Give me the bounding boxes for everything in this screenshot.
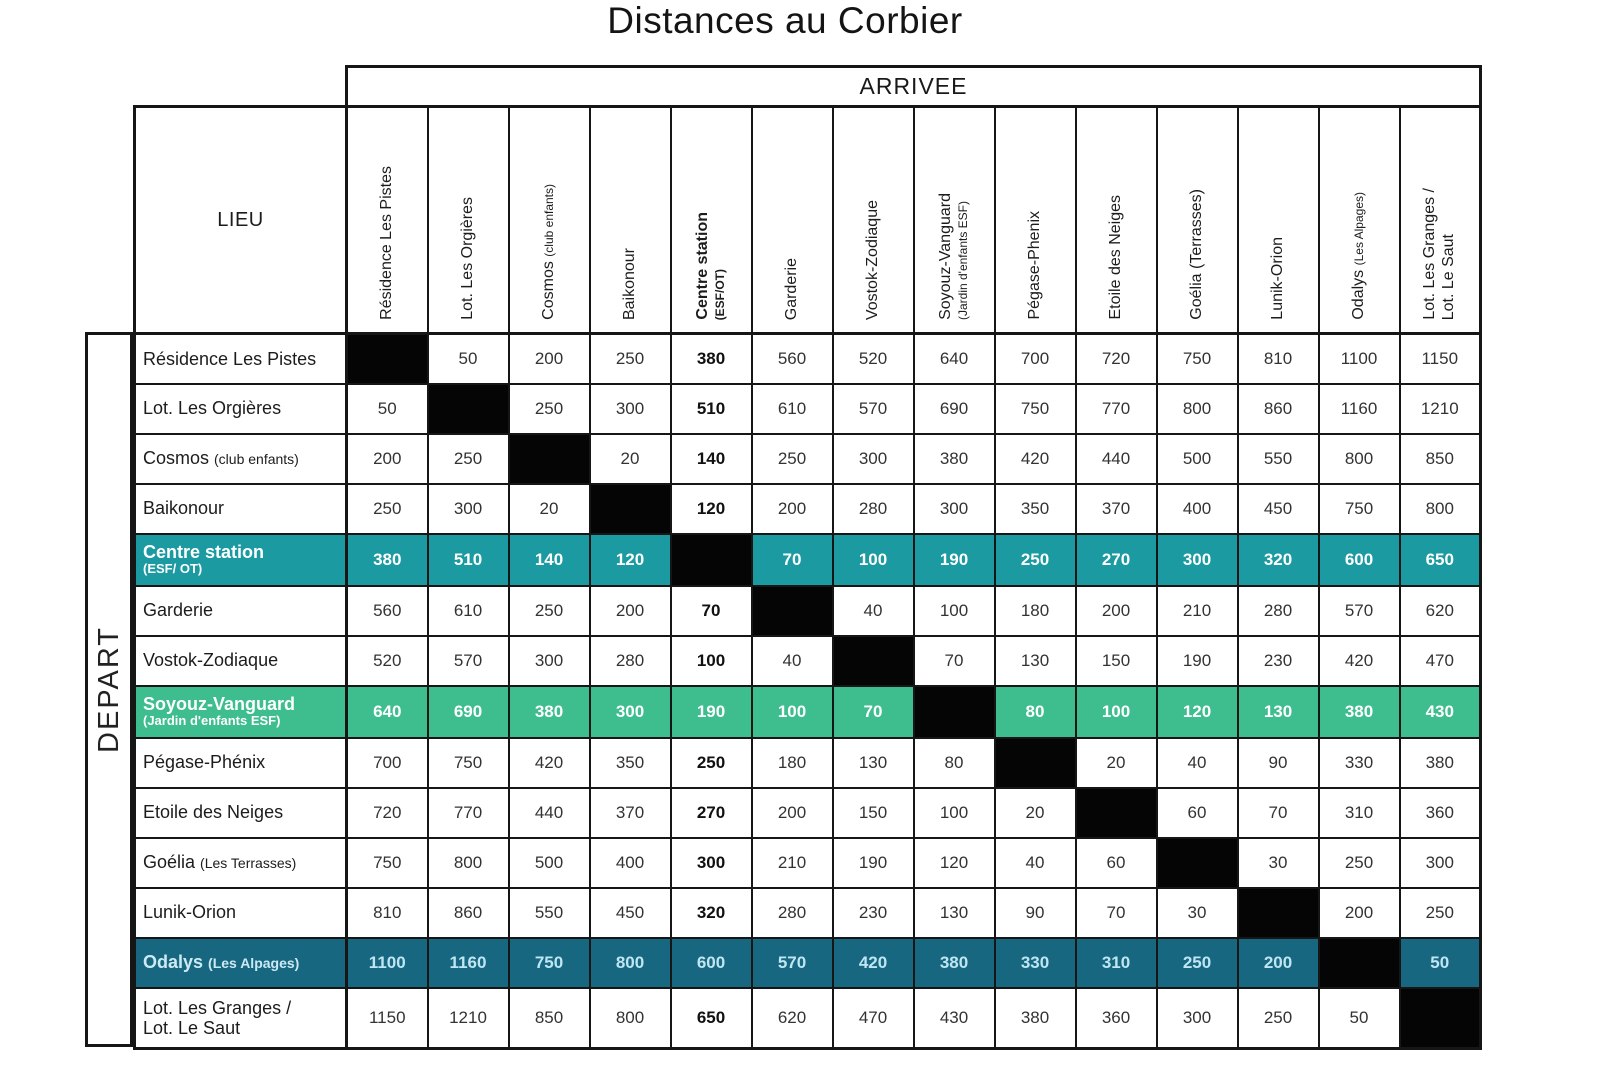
distance-cell: 30	[1157, 888, 1238, 938]
distance-cell: 380	[1400, 738, 1481, 788]
diagonal-cell	[671, 534, 752, 586]
distance-cell: 640	[347, 686, 428, 738]
distance-cell: 80	[914, 738, 995, 788]
diagonal-cell	[1319, 938, 1400, 988]
col-header: Cosmos (club enfants)	[509, 107, 590, 334]
distance-cell: 1150	[347, 988, 428, 1049]
distance-cell: 570	[752, 938, 833, 988]
diagonal-cell	[914, 686, 995, 738]
distance-cell: 250	[428, 434, 509, 484]
distance-cell: 300	[509, 636, 590, 686]
distance-cell: 280	[590, 636, 671, 686]
distance-cell: 40	[1157, 738, 1238, 788]
diagonal-cell	[347, 334, 428, 384]
distance-cell: 520	[347, 636, 428, 686]
table-row	[135, 838, 1481, 888]
col-header: Garderie	[752, 107, 833, 334]
distance-cell: 150	[1076, 636, 1157, 686]
distance-cell: 230	[833, 888, 914, 938]
distance-cell: 380	[1319, 686, 1400, 738]
distance-cell: 100	[752, 686, 833, 738]
distance-cell: 380	[671, 334, 752, 384]
row-label: Centre station (ESF/ OT)	[135, 534, 347, 586]
distance-cell: 700	[347, 738, 428, 788]
col-header: Soyouz-Vanguard (Jardin d'enfants ESF)	[914, 107, 995, 334]
distance-cell: 190	[671, 686, 752, 738]
distance-cell: 550	[509, 888, 590, 938]
distance-cell: 330	[1319, 738, 1400, 788]
distance-cell: 300	[1157, 988, 1238, 1049]
distance-cell: 380	[914, 434, 995, 484]
distance-cell: 130	[833, 738, 914, 788]
distance-cell: 20	[590, 434, 671, 484]
distance-cell: 420	[833, 938, 914, 988]
distance-cell: 20	[509, 484, 590, 534]
distance-cell: 510	[671, 384, 752, 434]
distance-cell: 800	[1319, 434, 1400, 484]
row-label: Lunik-Orion	[135, 888, 347, 938]
column-header-row	[135, 107, 1481, 334]
distance-cell: 310	[1076, 938, 1157, 988]
distance-cell: 50	[1400, 938, 1481, 988]
distance-cell: 250	[1238, 988, 1319, 1049]
arrivee-header: ARRIVEE	[347, 67, 1481, 107]
distance-cell: 350	[995, 484, 1076, 534]
row-label: Résidence Les Pistes	[135, 334, 347, 384]
distance-cell: 1150	[1400, 334, 1481, 384]
diagonal-cell	[590, 484, 671, 534]
distance-cell: 200	[1238, 938, 1319, 988]
distance-cell: 430	[1400, 686, 1481, 738]
distance-cell: 250	[509, 586, 590, 636]
distance-cell: 250	[509, 384, 590, 434]
col-header: Baikonour	[590, 107, 671, 334]
distance-cell: 640	[914, 334, 995, 384]
table-row	[135, 738, 1481, 788]
distance-cell: 270	[1076, 534, 1157, 586]
distance-cell: 420	[1319, 636, 1400, 686]
table-row	[135, 888, 1481, 938]
distance-cell: 1210	[428, 988, 509, 1049]
distance-cell: 210	[1157, 586, 1238, 636]
table-row	[135, 334, 1481, 384]
row-label: Vostok-Zodiaque	[135, 636, 347, 686]
distance-cell: 100	[914, 788, 995, 838]
distance-cell: 450	[590, 888, 671, 938]
distance-cell: 750	[347, 838, 428, 888]
distance-cell: 810	[347, 888, 428, 938]
distance-cell: 750	[1319, 484, 1400, 534]
row-label: Lot. Les Orgières	[135, 384, 347, 434]
distance-cell: 570	[1319, 586, 1400, 636]
distance-cell: 610	[428, 586, 509, 636]
distance-cell: 800	[590, 988, 671, 1049]
distance-cell: 380	[914, 938, 995, 988]
distance-cell: 100	[914, 586, 995, 636]
distance-cell: 800	[1400, 484, 1481, 534]
distance-cell: 800	[428, 838, 509, 888]
table-row	[135, 988, 1481, 1049]
table-row	[135, 686, 1481, 738]
distance-cell: 200	[509, 334, 590, 384]
distance-cell: 270	[671, 788, 752, 838]
distance-cell: 280	[1238, 586, 1319, 636]
col-header: Lot. Les Orgières	[428, 107, 509, 334]
distance-cell: 320	[671, 888, 752, 938]
col-header: Résidence Les Pistes	[347, 107, 428, 334]
page-title: Distances au Corbier	[607, 0, 963, 41]
distance-cell: 200	[347, 434, 428, 484]
distance-cell: 690	[428, 686, 509, 738]
distance-cell: 90	[995, 888, 1076, 938]
distance-cell: 370	[590, 788, 671, 838]
distance-cell: 860	[1238, 384, 1319, 434]
distance-cell: 40	[995, 838, 1076, 888]
diagonal-cell	[995, 738, 1076, 788]
distance-cell: 470	[1400, 636, 1481, 686]
distance-cell: 720	[1076, 334, 1157, 384]
distance-cell: 210	[752, 838, 833, 888]
distance-cell: 650	[1400, 534, 1481, 586]
distance-cell: 120	[590, 534, 671, 586]
distance-cell: 30	[1238, 838, 1319, 888]
distance-cell: 420	[509, 738, 590, 788]
distance-cell: 520	[833, 334, 914, 384]
table-row	[135, 434, 1481, 484]
distance-cell: 620	[1400, 586, 1481, 636]
distance-cell: 600	[1319, 534, 1400, 586]
distance-cell: 100	[833, 534, 914, 586]
distance-cell: 70	[671, 586, 752, 636]
distance-cell: 1210	[1400, 384, 1481, 434]
distance-cell: 250	[347, 484, 428, 534]
distance-table	[133, 65, 1482, 1050]
distance-cell: 140	[671, 434, 752, 484]
distance-cell: 150	[833, 788, 914, 838]
distance-cell: 120	[671, 484, 752, 534]
distance-cell: 70	[752, 534, 833, 586]
distance-cell: 810	[1238, 334, 1319, 384]
col-header: Goélia (Terrasses)	[1157, 107, 1238, 334]
distance-cell: 250	[671, 738, 752, 788]
distance-cell: 330	[995, 938, 1076, 988]
depart-axis-label	[85, 332, 133, 1047]
distance-cell: 750	[1157, 334, 1238, 384]
row-label: Pégase-Phénix	[135, 738, 347, 788]
col-header: Lunik-Orion	[1238, 107, 1319, 334]
distance-cell: 60	[1157, 788, 1238, 838]
distance-cell: 440	[1076, 434, 1157, 484]
distance-cell: 500	[509, 838, 590, 888]
diagonal-cell	[1400, 988, 1481, 1049]
distance-cell: 850	[509, 988, 590, 1049]
distance-cell: 180	[752, 738, 833, 788]
distance-cell: 40	[833, 586, 914, 636]
distance-cell: 770	[1076, 384, 1157, 434]
distance-cell: 50	[1319, 988, 1400, 1049]
distance-cell: 800	[1157, 384, 1238, 434]
distance-cell: 620	[752, 988, 833, 1049]
distance-cell: 1160	[1319, 384, 1400, 434]
diagonal-cell	[1238, 888, 1319, 938]
distance-cell: 380	[995, 988, 1076, 1049]
distance-cell: 470	[833, 988, 914, 1049]
distance-cell: 300	[590, 686, 671, 738]
distance-cell: 70	[833, 686, 914, 738]
distance-cell: 560	[752, 334, 833, 384]
diagonal-cell	[1076, 788, 1157, 838]
distance-cell: 230	[1238, 636, 1319, 686]
distance-cell: 80	[995, 686, 1076, 738]
distance-cell: 190	[833, 838, 914, 888]
corner-spacer	[135, 67, 347, 107]
distance-cell: 50	[347, 384, 428, 434]
distance-cell: 720	[347, 788, 428, 838]
distance-cell: 610	[752, 384, 833, 434]
distance-cell: 190	[914, 534, 995, 586]
distance-cell: 1100	[1319, 334, 1400, 384]
distance-cell: 250	[1400, 888, 1481, 938]
diagonal-cell	[509, 434, 590, 484]
distance-cell: 770	[428, 788, 509, 838]
distance-cell: 560	[347, 586, 428, 636]
distance-cell: 280	[752, 888, 833, 938]
distance-cell: 850	[1400, 434, 1481, 484]
distance-cell: 200	[590, 586, 671, 636]
table-row	[135, 938, 1481, 988]
distance-cell: 700	[995, 334, 1076, 384]
distance-cell: 510	[428, 534, 509, 586]
col-header: Pégase-Phenix	[995, 107, 1076, 334]
distance-cell: 600	[671, 938, 752, 988]
distance-cell: 250	[1319, 838, 1400, 888]
distance-cell: 200	[1076, 586, 1157, 636]
row-label: Soyouz-Vanguard (Jardin d'enfants ESF)	[135, 686, 347, 738]
distance-cell: 400	[590, 838, 671, 888]
distance-cell: 100	[1076, 686, 1157, 738]
distance-cell: 200	[1319, 888, 1400, 938]
distance-cell: 450	[1238, 484, 1319, 534]
distance-cell: 570	[833, 384, 914, 434]
table-row	[135, 788, 1481, 838]
distance-cell: 380	[347, 534, 428, 586]
distance-cell: 300	[914, 484, 995, 534]
distance-cell: 70	[914, 636, 995, 686]
distance-cell: 320	[1238, 534, 1319, 586]
depart-label-text: DEPART	[92, 626, 125, 753]
distance-cell: 750	[995, 384, 1076, 434]
distance-cell: 500	[1157, 434, 1238, 484]
col-header: Odalys (Les Alpages)	[1319, 107, 1400, 334]
distance-cell: 750	[509, 938, 590, 988]
distance-cell: 300	[671, 838, 752, 888]
distance-cell: 280	[833, 484, 914, 534]
distance-cell: 1160	[428, 938, 509, 988]
col-header: Etoile des Neiges	[1076, 107, 1157, 334]
distance-cell: 200	[752, 788, 833, 838]
distance-cell: 360	[1400, 788, 1481, 838]
distance-cell: 420	[995, 434, 1076, 484]
distance-cell: 190	[1157, 636, 1238, 686]
distance-cell: 300	[590, 384, 671, 434]
distance-cell: 300	[1400, 838, 1481, 888]
distance-cell: 800	[590, 938, 671, 988]
distance-cell: 140	[509, 534, 590, 586]
distance-cell: 1100	[347, 938, 428, 988]
row-label: Goélia (Les Terrasses)	[135, 838, 347, 888]
distance-cell: 60	[1076, 838, 1157, 888]
distance-cell: 130	[995, 636, 1076, 686]
distance-cell: 20	[1076, 738, 1157, 788]
lieu-header: LIEU	[135, 107, 347, 334]
distance-cell: 360	[1076, 988, 1157, 1049]
distance-cell: 570	[428, 636, 509, 686]
distance-cell: 250	[995, 534, 1076, 586]
distance-cell: 130	[914, 888, 995, 938]
distance-cell: 440	[509, 788, 590, 838]
distance-cell: 690	[914, 384, 995, 434]
table-row	[135, 586, 1481, 636]
table-row	[135, 534, 1481, 586]
arrivee-row	[135, 67, 1481, 107]
distance-cell: 120	[1157, 686, 1238, 738]
distance-cell: 50	[428, 334, 509, 384]
distance-cell: 70	[1076, 888, 1157, 938]
table-row	[135, 384, 1481, 434]
distance-cell: 70	[1238, 788, 1319, 838]
distance-cell: 300	[428, 484, 509, 534]
distance-cell: 400	[1157, 484, 1238, 534]
diagonal-cell	[1157, 838, 1238, 888]
distance-cell: 380	[509, 686, 590, 738]
distance-cell: 20	[995, 788, 1076, 838]
diagonal-cell	[752, 586, 833, 636]
distance-cell: 370	[1076, 484, 1157, 534]
distance-cell: 130	[1238, 686, 1319, 738]
distance-cell: 200	[752, 484, 833, 534]
distance-cell: 750	[428, 738, 509, 788]
distance-cell: 250	[752, 434, 833, 484]
row-label: Baikonour	[135, 484, 347, 534]
distance-cell: 100	[671, 636, 752, 686]
row-label: Lot. Les Granges / Lot. Le Saut	[135, 988, 347, 1049]
distance-cell: 300	[833, 434, 914, 484]
table-row	[135, 484, 1481, 534]
distance-cell: 40	[752, 636, 833, 686]
distance-cell: 310	[1319, 788, 1400, 838]
distance-cell: 650	[671, 988, 752, 1049]
diagonal-cell	[428, 384, 509, 434]
distance-cell: 120	[914, 838, 995, 888]
distance-cell: 550	[1238, 434, 1319, 484]
col-header: Vostok-Zodiaque	[833, 107, 914, 334]
diagonal-cell	[833, 636, 914, 686]
distance-cell: 860	[428, 888, 509, 938]
row-label: Etoile des Neiges	[135, 788, 347, 838]
col-header: Lot. Les Granges / Lot. Le Saut	[1400, 107, 1481, 334]
distance-cell: 250	[590, 334, 671, 384]
row-label: Odalys (Les Alpages)	[135, 938, 347, 988]
distance-cell: 90	[1238, 738, 1319, 788]
distance-cell: 430	[914, 988, 995, 1049]
distance-cell: 250	[1157, 938, 1238, 988]
table-body	[135, 334, 1481, 1049]
col-header: Centre station (ESF/OT)	[671, 107, 752, 334]
distance-cell: 300	[1157, 534, 1238, 586]
row-label: Cosmos (club enfants)	[135, 434, 347, 484]
distance-cell: 350	[590, 738, 671, 788]
row-label: Garderie	[135, 586, 347, 636]
table-row	[135, 636, 1481, 686]
distance-cell: 180	[995, 586, 1076, 636]
